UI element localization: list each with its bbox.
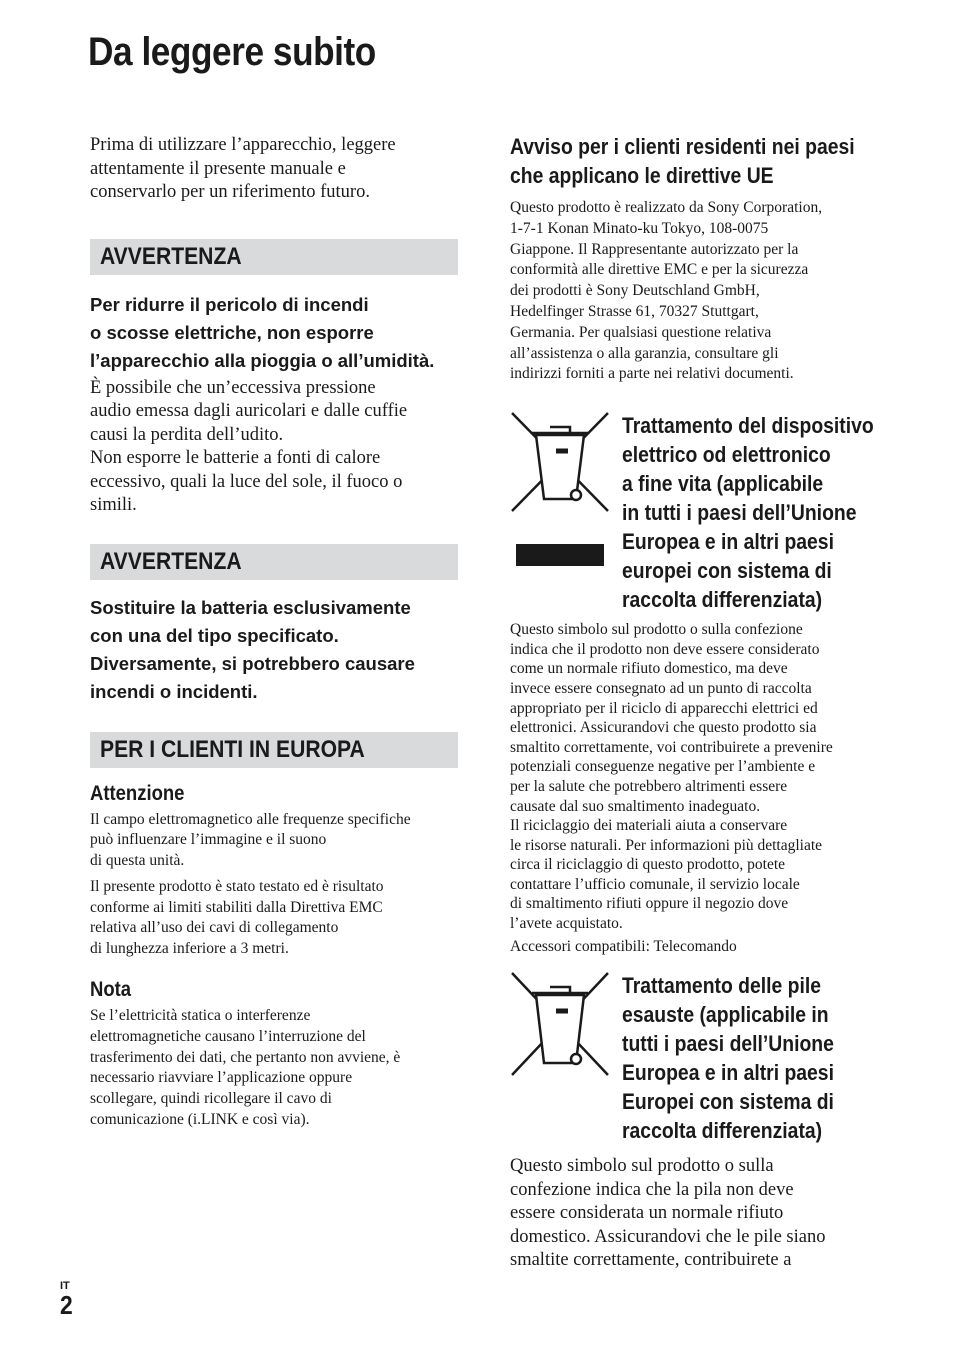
attenzione-heading: Attenzione xyxy=(90,781,185,805)
language-code: IT xyxy=(60,1280,70,1292)
text-line: per la salute che potrebbero altrimenti essere xyxy=(510,777,788,795)
text-line: Europei con sistema di xyxy=(622,1089,834,1115)
text-line: tutti i paesi dell’Unione xyxy=(622,1031,834,1057)
section-band-title: AVVERTENZA xyxy=(100,547,242,575)
text-line: raccolta differenziata) xyxy=(622,587,823,613)
text-line: conforme ai limiti stabiliti dalla Direttiva EMC xyxy=(90,898,383,916)
attenzione-paragraph-2 xyxy=(90,877,460,960)
text-line: 1-7-1 Konan Minato-ku Tokyo, 108-0075 xyxy=(510,219,769,237)
text-line: relativa all’uso dei cavi di collegamento xyxy=(90,919,339,937)
text-line: raccolta differenziata) xyxy=(622,1118,823,1144)
text-line: domestico. Assicurandovi che le pile siano xyxy=(510,1226,826,1247)
text-line: Germania. Per qualsiasi questione relativa xyxy=(510,323,772,341)
section-band-europa xyxy=(90,732,458,768)
page-title: Da leggere subito xyxy=(88,30,376,74)
text-line: attentamente il presente manuale e xyxy=(90,158,346,179)
text-line: o scosse elettriche, non esporre xyxy=(90,321,374,343)
battery-heading xyxy=(622,971,849,1145)
text-line: eccessivo, quali la luce del sole, il fuoco o xyxy=(90,471,403,492)
warning-2-bold xyxy=(90,594,460,706)
text-line: a fine vita (applicabile xyxy=(622,471,824,497)
text-line: elettrico od elettronico xyxy=(622,442,831,468)
text-line: indica che il prodotto non deve essere considerato xyxy=(510,640,820,658)
text-line: causi la perdita dell’udito. xyxy=(90,424,284,445)
text-line: È possibile che un’eccessiva pressione xyxy=(90,377,376,398)
battery-block xyxy=(510,971,880,1145)
text-line: di smaltimento rifiuti oppure il negozio dove xyxy=(510,895,789,913)
text-line: scollegare, quindi ricollegare il cavo di xyxy=(90,1090,332,1108)
text-line: invece essere consegnato ad un punto di raccolta xyxy=(510,679,812,697)
text-line: l’apparecchio alla pioggia o all’umidità. xyxy=(90,349,435,371)
text-line: potenziali conseguenze negative per l’ambiente e xyxy=(510,758,816,776)
weee-text xyxy=(510,620,880,934)
eu-directives-heading xyxy=(510,132,880,190)
page-number-value: 2 xyxy=(60,1290,73,1320)
section-band-title: AVVERTENZA xyxy=(100,242,242,270)
text-line: di questa unità. xyxy=(90,852,185,870)
text-line: necessario riavviare l’applicazione oppure xyxy=(90,1069,353,1087)
section-band-avvertenza-2 xyxy=(90,544,458,580)
right-column xyxy=(510,132,880,1273)
section-band-avvertenza-1 xyxy=(90,239,458,275)
text-line: Per ridurre il pericolo di incendi xyxy=(90,293,369,315)
weee-heading xyxy=(622,411,874,614)
text-line: esauste (applicabile in xyxy=(622,1002,829,1028)
text-line: Prima di utilizzare l’apparecchio, leggere xyxy=(90,135,396,155)
nota-paragraph xyxy=(90,1006,460,1131)
text-line: incendi o incidenti. xyxy=(90,680,258,702)
text-line: smaltite correttamente, contribuirete a xyxy=(510,1250,792,1271)
attenzione-paragraph-1 xyxy=(90,810,460,872)
section-band-title: PER I CLIENTI IN EUROPA xyxy=(100,735,365,763)
text-line: Questo simbolo sul prodotto o sulla confezione xyxy=(510,621,803,639)
text-line: appropriato per il riciclo di apparecchi elettrici ed xyxy=(510,699,818,717)
intro-paragraph xyxy=(90,134,460,205)
text-line: Il riciclaggio dei materiali aiuta a conservare xyxy=(510,817,788,835)
text-line: elettronici. Assicurandovi che questo prodotto sia xyxy=(510,719,817,737)
text-line: Questo prodotto è realizzato da Sony Corporation, xyxy=(510,199,823,216)
text-line: circa il riciclaggio di questo prodotto, potete xyxy=(510,856,786,874)
weee-block xyxy=(510,411,880,614)
text-line: Diversamente, si potrebbero causare xyxy=(90,652,415,674)
text-line: contattare l’ufficio comunale, il servizio locale xyxy=(510,875,800,893)
text-line: causate dal suo smaltimento inadeguato. xyxy=(510,797,761,815)
text-line: in tutti i paesi dell’Unione xyxy=(622,500,857,526)
battery-text xyxy=(510,1155,880,1273)
eu-directives-text xyxy=(510,198,880,385)
crossed-out-wheelie-bin-icon xyxy=(510,971,610,1086)
text-line: confezione indica che la pila non deve xyxy=(510,1179,794,1200)
text-line: Europea e in altri paesi xyxy=(622,529,834,555)
text-line: può influenzare l’immagine e il suono xyxy=(90,831,327,849)
bar-symbol xyxy=(516,544,604,566)
text-line: all’assistenza o alla garanzia, consultare gli xyxy=(510,344,779,362)
text-line: essere considerata un normale rifiuto xyxy=(510,1203,784,1224)
accessori-line: Accessori compatibili: Telecomando xyxy=(510,937,737,955)
text-line: Questo simbolo sul prodotto o sulla xyxy=(510,1156,774,1177)
text-line: come un normale rifiuto domestico, ma deve xyxy=(510,660,788,678)
text-line: audio emessa dagli auricolari e dalle cuffie xyxy=(90,401,408,421)
text-line: europei con sistema di xyxy=(622,558,832,584)
text-line: smaltito correttamente, voi contribuirete a prevenire xyxy=(510,738,833,756)
warning-1-bold xyxy=(90,291,460,375)
text-line: Se l’elettricità statica o interferenze xyxy=(90,1007,311,1025)
text-line: conformità alle direttive EMC e per la sicurezza xyxy=(510,261,809,279)
text-line: Il campo elettromagnetico alle frequenze specifiche xyxy=(90,810,411,828)
text-line: comunicazione (i.LINK e così via). xyxy=(90,1111,310,1129)
text-line: dei prodotti è Sony Deutschland GmbH, xyxy=(510,282,760,300)
text-line: Europea e in altri paesi xyxy=(622,1060,834,1086)
text-line: Avviso per i clienti residenti nei paesi xyxy=(510,134,855,159)
text-line: che applicano le direttive UE xyxy=(510,163,774,188)
text-line: Trattamento delle pile xyxy=(622,973,822,999)
text-line: Non esporre le batterie a fonti di calore xyxy=(90,448,381,468)
text-line: elettromagnetiche causano l’interruzione del xyxy=(90,1027,366,1045)
text-line: indirizzi forniti a parte nei relativi documenti. xyxy=(510,365,794,383)
text-line: di lunghezza inferiore a 3 metri. xyxy=(90,940,289,958)
crossed-out-wheelie-bin-icon xyxy=(510,411,610,566)
text-line: Sostituire la batteria esclusivamente xyxy=(90,596,411,618)
text-line: Trattamento del dispositivo xyxy=(622,413,874,439)
nota-heading: Nota xyxy=(90,978,132,1002)
text-line: l’avete acquistato. xyxy=(510,915,623,933)
text-line: con una del tipo specificato. xyxy=(90,624,339,646)
text-line: le risorse naturali. Per informazioni più dettagliate xyxy=(510,836,823,854)
left-column xyxy=(90,134,460,1131)
text-line: Giappone. Il Rappresentante autorizzato per la xyxy=(510,240,799,258)
warning-1-text xyxy=(90,377,460,518)
text-line: Hedelfinger Strasse 61, 70327 Stuttgart, xyxy=(510,302,759,320)
text-line: simili. xyxy=(90,495,137,515)
text-line: conservarlo per un riferimento futuro. xyxy=(90,182,370,202)
page-number xyxy=(60,1280,74,1318)
text-line: Il presente prodotto è stato testato ed è risultato xyxy=(90,877,384,895)
text-line: trasferimento dei dati, che pertanto non avviene, è xyxy=(90,1048,401,1066)
